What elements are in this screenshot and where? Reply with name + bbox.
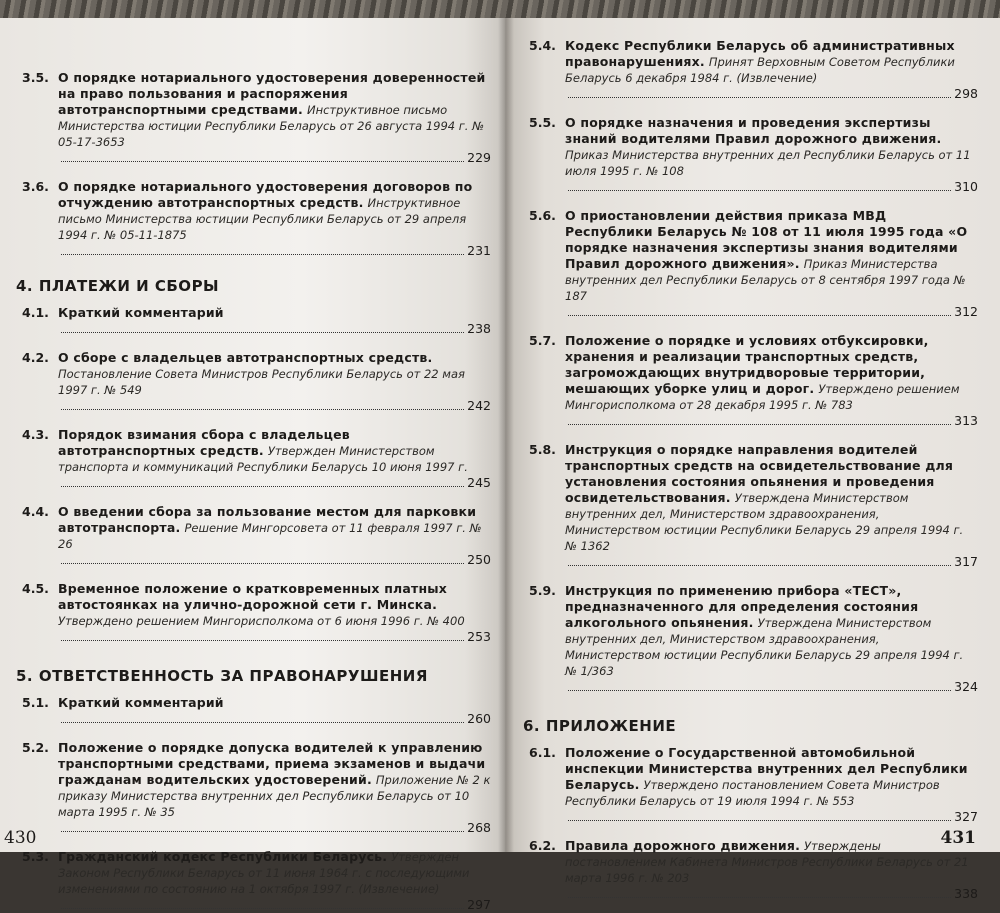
entry-note: Утверждены постановлением Кабинета Министров Республики Беларусь от 21 марта 1996 г. № 203: [565, 839, 969, 885]
dot-leader: [61, 722, 464, 723]
page-number-left: 430: [4, 828, 37, 848]
entry-number: 3.5.: [22, 70, 49, 85]
dot-leader: [61, 908, 464, 909]
toc-entry: [22, 350, 491, 414]
dot-leader: [568, 565, 951, 566]
entry-body: [565, 442, 978, 570]
entry-page-number: 324: [954, 679, 978, 694]
toc-entry: [529, 442, 978, 570]
toc-entry: [529, 745, 978, 825]
toc-entry: [22, 70, 491, 166]
page-number-right: 431: [940, 828, 976, 848]
entry-leader-line: [58, 711, 491, 727]
entry-title: О сборе с владельцев автотранспортных средств.: [58, 350, 433, 365]
dot-leader: [61, 332, 464, 333]
entry-page-number: 253: [467, 629, 491, 644]
entry-leader-line: [565, 679, 978, 695]
entry-note: Приложение № 2 к приказу Министерства внутренних дел Республики Беларусь от 10 марта 1995 г. № 35: [58, 773, 491, 819]
entry-number: 5.2.: [22, 740, 49, 755]
right-page: [505, 18, 1000, 901]
toc-entry: [22, 427, 491, 491]
entry-body: [58, 305, 491, 337]
entry-page-number: 312: [954, 304, 978, 319]
entry-title: Временное положение о кратковременных платных автостоянках на улично-дорожной сети г. Минска.: [58, 581, 448, 612]
entry-number: 5.1.: [22, 695, 49, 710]
book-spine-shadow: [498, 18, 514, 852]
entry-leader-line: [58, 475, 491, 491]
entry-number: 5.3.: [22, 849, 49, 864]
dot-leader: [568, 897, 951, 898]
dot-leader: [61, 640, 464, 641]
entry-leader-line: [58, 321, 491, 337]
entry-title: Порядок взимания сбора с владельцев автотранспортных средств.: [58, 427, 350, 458]
entry-title: Инструкция по применению прибора «ТЕСТ», предназначенного для определения состояния алкогольного опьянения.: [565, 583, 919, 630]
entry-body: [58, 179, 491, 259]
entry-body: [58, 70, 491, 166]
entry-number: 5.5.: [529, 115, 556, 130]
entry-note: Приказ Министерства внутренних дел Республики Беларусь от 11 июля 1995 г. № 108: [565, 148, 971, 178]
entry-number: 4.5.: [22, 581, 49, 596]
entry-leader-line: [58, 398, 491, 414]
entry-title: О порядке нотариального удостоверения доверенностей на право пользования и распоряжения автотранспортными средствами.: [58, 70, 486, 117]
entry-leader-line: [58, 150, 491, 166]
dot-leader: [61, 563, 464, 564]
entry-leader-line: [58, 820, 491, 836]
entry-leader-line: [58, 629, 491, 645]
entry-page-number: 242: [467, 398, 491, 413]
entry-note: Инструктивное письмо Министерства юстиции Республики Беларусь от 29 апреля 1994 г. № 05-11-1875: [58, 196, 467, 242]
entry-note: Утвержден Законом Республики Беларусь от 11 июня 1964 г. с последующими изменениями по состоянию на 1 октября 1997 г. (Извлечение): [58, 850, 470, 896]
entry-title: Положение о порядке и условиях отбуксировки, хранения и реализации транспортных средств, загромождающих внутридворовые территории, мешающих уборке улиц и дорог.: [565, 333, 929, 396]
entry-note: Утверждено решением Мингорисполкома от 6 июня 1996 г. № 400: [58, 614, 465, 628]
entry-body: [565, 838, 978, 902]
section-6-entries: [529, 745, 978, 902]
entry-leader-line: [565, 304, 978, 320]
entry-number: 5.7.: [529, 333, 556, 348]
entry-title: Краткий комментарий: [58, 305, 224, 320]
entry-number: 5.6.: [529, 208, 556, 223]
entry-body: [565, 745, 978, 825]
dot-leader: [61, 254, 464, 255]
entry-title: Гражданский кодекс Республики Беларусь.: [58, 849, 388, 864]
entry-leader-line: [565, 413, 978, 429]
entry-note: Утверждена Министерством внутренних дел, Министерством здравоохранения, Министерством юстиции Республики Беларусь 29 апреля 1994 г. № 1362: [565, 491, 964, 553]
dot-leader: [568, 97, 951, 98]
dot-leader: [568, 690, 951, 691]
right-top-entries: [529, 38, 978, 695]
entry-note: Инструктивное письмо Министерства юстиции Республики Беларусь от 26 августа 1994 г. № 05-17-3653: [58, 103, 485, 149]
entry-number: 6.2.: [529, 838, 556, 853]
dot-leader: [568, 315, 951, 316]
entry-note: Приказ Министерства внутренних дел Республики Беларусь от 8 сентября 1997 года № 187: [565, 257, 966, 303]
toc-entry: [22, 305, 491, 337]
dot-leader: [61, 409, 464, 410]
entry-title: Положение о Государственной автомобильной инспекции Министерства внутренних дел Республики Беларусь.: [565, 745, 968, 792]
entry-note: Принят Верховным Советом Республики Беларусь 6 декабря 1984 г. (Извлечение): [565, 55, 955, 85]
section-heading-4: 4. ПЛАТЕЖИ И СБОРЫ: [16, 277, 220, 295]
entry-page-number: 327: [954, 809, 978, 824]
entry-number: 4.3.: [22, 427, 49, 442]
entry-leader-line: [565, 554, 978, 570]
entry-leader-line: [565, 86, 978, 102]
toc-entry: [22, 740, 491, 836]
entry-leader-line: [565, 886, 978, 902]
entry-page-number: 317: [954, 554, 978, 569]
entry-body: [58, 504, 491, 568]
dot-leader: [568, 190, 951, 191]
left-page: [0, 18, 505, 912]
entry-body: [565, 38, 978, 102]
entry-note: Утвержден Министерством транспорта и коммуникаций Республики Беларусь 10 июня 1997 г.: [58, 444, 468, 474]
section-heading-5: 5. ОТВЕТСТВЕННОСТЬ ЗА ПРАВОНАРУШЕНИЯ: [16, 667, 428, 685]
section-5-entries: [22, 695, 491, 913]
entry-leader-line: [58, 552, 491, 568]
entry-note: Утверждено постановлением Совета Министров Республики Беларусь от 19 июля 1994 г. № 553: [565, 778, 940, 808]
entry-page-number: 310: [954, 179, 978, 194]
entry-number: 3.6.: [22, 179, 49, 194]
dot-leader: [61, 486, 464, 487]
entry-number: 4.2.: [22, 350, 49, 365]
entry-note: Постановление Совета Министров Республики Беларусь от 22 мая 1997 г. № 549: [58, 367, 465, 397]
toc-entry: [22, 504, 491, 568]
entry-body: [58, 695, 491, 727]
entry-number: 6.1.: [529, 745, 556, 760]
entry-title: О порядке нотариального удостоверения договоров по отчуждению автотранспортных средств.: [58, 179, 473, 210]
dot-leader: [568, 424, 951, 425]
entry-page-number: 250: [467, 552, 491, 567]
entry-number: 4.1.: [22, 305, 49, 320]
entry-page-number: 268: [467, 820, 491, 835]
entry-page-number: 238: [467, 321, 491, 336]
entry-note: Утверждена Министерством внутренних дел, Министерством здравоохранения, Министерством юстиции Республики Беларусь 29 апреля 1994 г. № 1/363: [565, 616, 964, 678]
entry-body: [58, 740, 491, 836]
entry-title: Инструкция о порядке направления водителей транспортных средств на освидетельствование для установления состояния опьянения и проведения освидетельствования.: [565, 442, 954, 505]
left-top-entries: [22, 70, 491, 259]
entry-title: Правила дорожного движения.: [565, 838, 801, 853]
toc-entry: [529, 333, 978, 429]
entry-leader-line: [58, 897, 491, 913]
entry-body: [58, 581, 491, 645]
entry-title: Краткий комментарий: [58, 695, 224, 710]
entry-page-number: 297: [467, 897, 491, 912]
entry-page-number: 313: [954, 413, 978, 428]
entry-page-number: 231: [467, 243, 491, 258]
entry-body: [565, 115, 978, 195]
entry-title: О приостановлении действия приказа МВД Республики Беларусь № 108 от 11 июля 1995 года «О порядке назначения экспертизы знания водителями Правил дорожного движения».: [565, 208, 968, 271]
entry-body: [58, 350, 491, 414]
entry-note: Утверждено решением Мингорисполкома от 28 декабря 1995 г. № 783: [565, 382, 960, 412]
entry-title: О порядке назначения и проведения экспертизы знаний водителями Правил дорожного движения.: [565, 115, 942, 146]
entry-body: [565, 208, 978, 320]
entry-number: 5.8.: [529, 442, 556, 457]
toc-entry: [22, 849, 491, 913]
dot-leader: [61, 161, 464, 162]
entry-page-number: 245: [467, 475, 491, 490]
entry-page-number: 229: [467, 150, 491, 165]
entry-title: Кодекс Республики Беларусь об административных правонарушениях.: [565, 38, 955, 69]
toc-entry: [529, 208, 978, 320]
entry-page-number: 260: [467, 711, 491, 726]
toc-entry: [529, 38, 978, 102]
toc-entry: [22, 179, 491, 259]
entry-title: О введении сбора за пользование местом для парковки автотранспорта.: [58, 504, 477, 535]
dot-leader: [568, 820, 951, 821]
entry-number: 4.4.: [22, 504, 49, 519]
entry-leader-line: [58, 243, 491, 259]
entry-body: [58, 849, 491, 913]
section-4-entries: [22, 305, 491, 645]
entry-number: 5.4.: [529, 38, 556, 53]
entry-leader-line: [565, 179, 978, 195]
entry-title: Положение о порядке допуска водителей к управлению транспортными средствами, приема экзаменов и выдачи гражданам водительских удостоверений.: [58, 740, 486, 787]
entry-number: 5.9.: [529, 583, 556, 598]
toc-entry: [529, 838, 978, 902]
toc-entry: [22, 581, 491, 645]
entry-page-number: 298: [954, 86, 978, 101]
entry-note: Решение Мингорсовета от 11 февраля 1997 г. № 26: [58, 521, 482, 551]
toc-entry: [529, 115, 978, 195]
entry-body: [565, 583, 978, 695]
toc-entry: [529, 583, 978, 695]
entry-page-number: 338: [954, 886, 978, 901]
entry-body: [565, 333, 978, 429]
toc-entry: [22, 695, 491, 727]
entry-body: [58, 427, 491, 491]
dot-leader: [61, 831, 464, 832]
section-heading-6: 6. ПРИЛОЖЕНИЕ: [523, 717, 677, 735]
entry-leader-line: [565, 809, 978, 825]
